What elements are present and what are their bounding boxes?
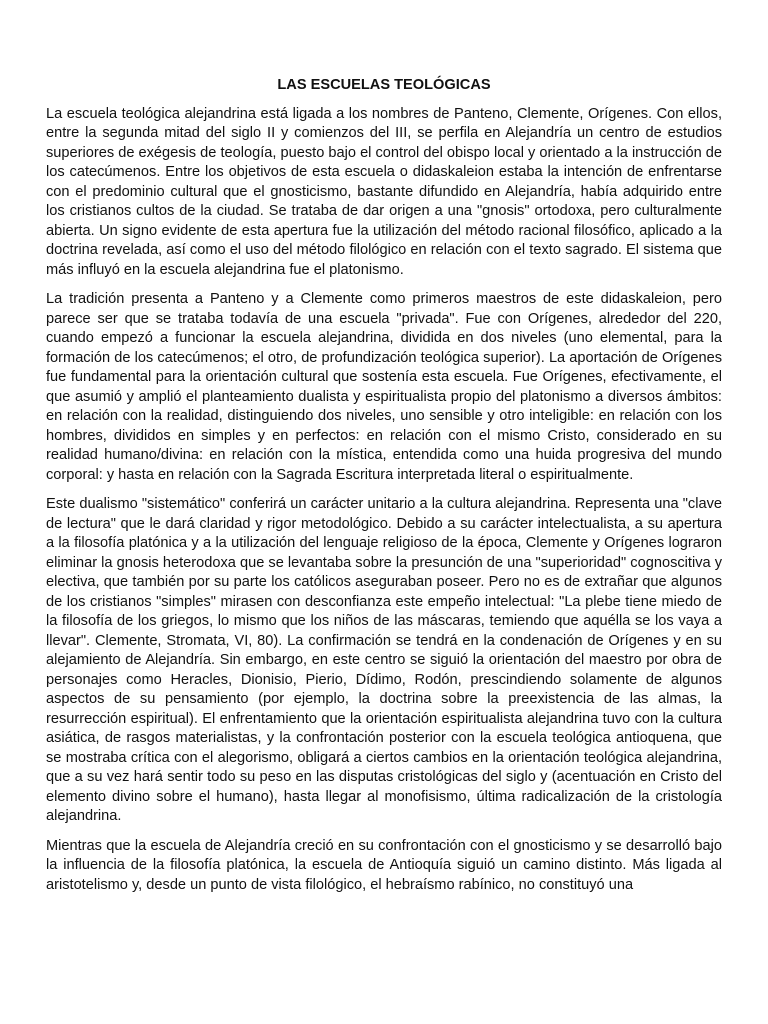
- paragraph-3: Este dualismo "sistemático" conferirá un carácter unitario a la cultura alejandrina. Representa una "clave de lectura" que le dará claridad y rigor metodológico. Debido a su carácter intelectualista, a su apertura a la filosofía platónica y a la utilización del lenguaje religioso de la época, Clemente y Orígenes lograron eliminar la gnosis heterodoxa que se levantaba sobre la presunción de una "superioridad" cognoscitiva y electiva, que también por su parte los católicos aseguraban poseer. Pero no es de extrañar que algunos de los cristianos "simples" mirasen con desconfianza este empeño intelectual: "La plebe tiene miedo de la filosofía de los griegos, lo mismo que los niños de las máscaras, temiendo que aquélla se los vaya a llevar". Clemente, Stromata, VI, 80). La confirmación se tendrá en la condenación de Orígenes y en su alejamiento de Alejandría. Sin embargo, en este centro se siguió la orientación del maestro por obra de personajes como Heracles, Dionisio, Pierio, Dídimo, Rodón, prescindiendo solamente de algunos aspectos de su pensamiento (por ejemplo, la doctrina sobre la preexistencia de las almas, la resurrección espiritual). El enfrentamiento que la orientación espiritualista alejandrina tuvo con la cultura asiática, de rasgos materialistas, y la confrontación posterior con la escuela teológica antioquena, que se mostraba crítica con el alegorismo, obligará a ciertos cambios en la orientación teológica alejandrina, que a su vez hará sentir todo su peso en las disputas cristológicas del siglo y (acentuación en Cristo del elemento divino sobre el humano), hasta llegar al monofisismo, última radicalización de la cristología alejandrina.: [46, 496, 722, 824]
- document-title: LAS ESCUELAS TEOLÓGICAS: [277, 77, 491, 93]
- paragraph-2: La tradición presenta a Panteno y a Clemente como primeros maestros de este didaskaleion, pero parece ser que se trataba todavía de una escuela "privada". Fue con Orígenes, alrededor del 220, cuando empezó a funcionar la escuela alejandrina, dividida en dos niveles (uno elemental, para la formación de los catecúmenos; el otro, de profundización teológica superior). La aportación de Orígenes fue fundamental para la orientación cultural que sostenía esta escuela. Fue Orígenes, efectivamente, el que asumió y amplió el planteamiento dualista y espiritualista propio del platonismo a diversos ámbitos: en relación con la realidad, distinguiendo dos niveles, uno sensible y otro inteligible: en relación con los hombres, divididos en simples y en perfectos: en relación con el mismo Cristo, considerado en su realidad humano/divina: en relación con la mística, entendida como una huida progresiva del mundo corporal: y hasta en relación con la Sagrada Escritura interpretada literal o espiritualmente.: [46, 291, 722, 483]
- paragraph-1: La escuela teológica alejandrina está ligada a los nombres de Panteno, Clemente, Orígenes. Con ellos, entre la segunda mitad del siglo II y comienzos del III, se perfila en Alejandría un centro de estudios superiores de exégesis de teología, puesto bajo el control del obispo local y orientado a la instrucción de los catecúmenos. Entre los objetivos de esta escuela o didaskaleion estaba la intención de enfrentarse con el predominio cultural que el gnosticismo, bastante difundido en Alejandría, había adquirido entre los cristianos cultos de la ciudad. Se trataba de dar origen a una "gnosis" ortodoxa, pero culturalmente abierta. Un signo evidente de esta apertura fue la utilización del método racional filosófico, aplicado a la doctrina revelada, así como el uso del método filológico en relación con el texto sagrado. El sistema que más influyó en la escuela alejandrina fue el platonismo.: [46, 105, 722, 278]
- document-body: [46, 76, 722, 905]
- paragraph-4: Mientras que la escuela de Alejandría creció en su confrontación con el gnosticismo y se desarrolló bajo la influencia de la filosofía platónica, la escuela de Antioquía siguió un camino distinto. Más ligada al aristotelismo y, desde un punto de vista filológico, el hebraísmo rabínico, no constituyó una: [46, 837, 722, 893]
